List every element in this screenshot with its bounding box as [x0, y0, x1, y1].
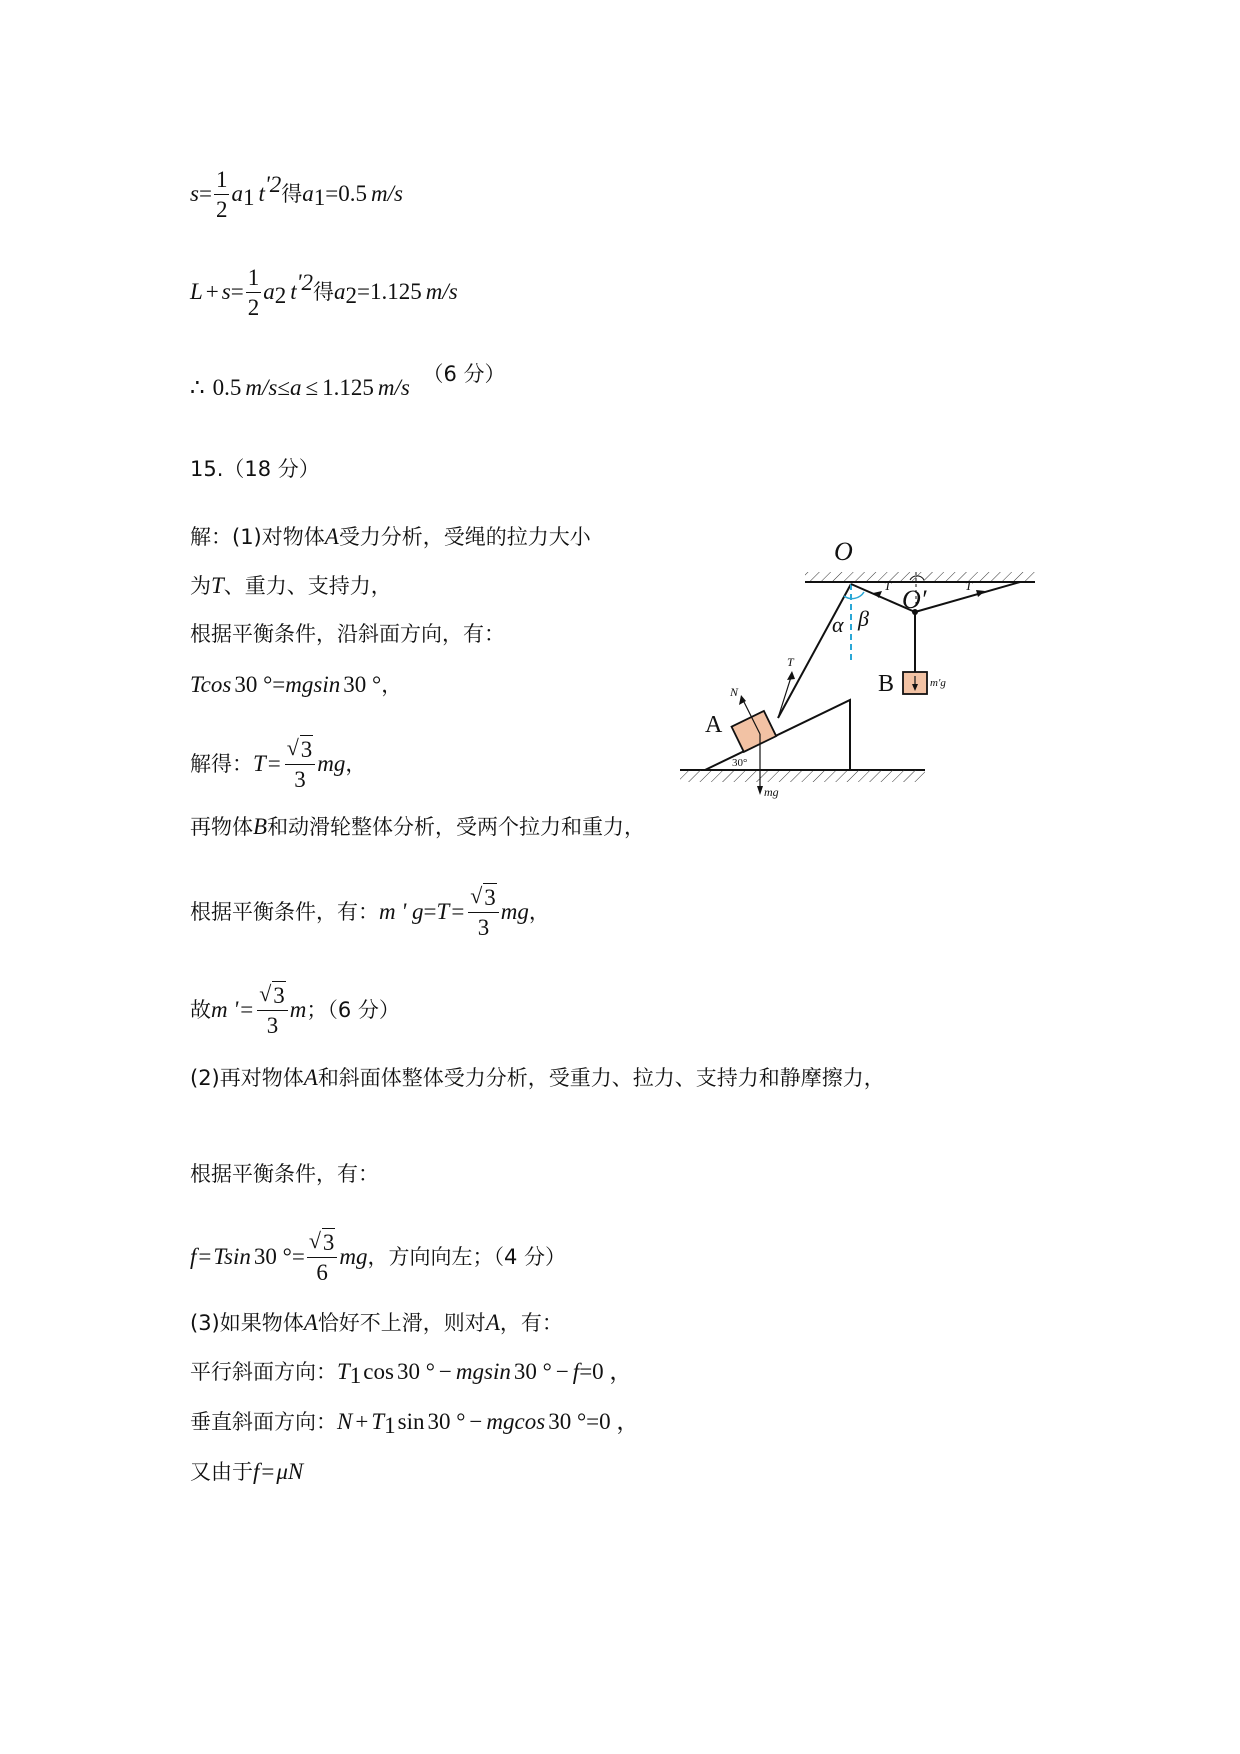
tension-arrowhead [787, 671, 795, 680]
fraction-sqrt3-over-3: √ 3 3 [468, 886, 499, 940]
solution-line-11: f=Tsin 30 °= √ 3 6 mg，方向向左；（4 分） [190, 1228, 567, 1286]
solution-line-15: 又由于f=μN [190, 1459, 304, 1484]
label-tension-left: T [884, 578, 892, 593]
solution-line-1: 解：(1)对物体A受力分析，受绳的拉力大小 [190, 524, 591, 549]
ceiling [805, 572, 1035, 582]
solution-line-9: (2)再对物体A和斜面体整体受力分析，受重力、拉力、支持力和静摩擦力， [190, 1065, 885, 1090]
block-a [732, 711, 777, 752]
label-30-degrees: 30° [732, 757, 748, 769]
ground [680, 770, 925, 782]
score-label: （6 分） [422, 362, 506, 386]
label-m-prime-g: m′g [930, 677, 946, 689]
solution-line-14: 垂直斜面方向：$N + T_1\sin$ 30 ° − mgcos 30 °=0 ， [190, 1409, 640, 1438]
solution-line-6: 再物体B和动滑轮整体分析，受两个拉力和重力， [190, 814, 646, 839]
fraction-sqrt3-over-3: √ 3 3 [257, 984, 288, 1038]
tension-right-arrowhead [976, 590, 985, 597]
solution-line-13: 平行斜面方向：$T_1\cos$ 30 ° − mgsin 30 ° − f=0 ， [190, 1359, 633, 1388]
label-tension-rope: T [787, 655, 794, 669]
solution-line-3: 根据平衡条件，沿斜面方向，有： [190, 622, 505, 646]
solution-line-10: 根据平衡条件，有： [190, 1162, 379, 1186]
formula-s-a1: s= $\frac{1}{2}$ $a_1$ $t^{'2}$得$a_1=0.5$ m/s [190, 167, 403, 223]
solution-line-12: (3)如果物体A恰好不上滑，则对A，有： [190, 1310, 563, 1335]
solution-line-2: 为T、重力、支持力， [190, 573, 392, 598]
fraction-sqrt3-over-6: √ 3 6 [307, 1231, 338, 1285]
question-header: 15.（18 分） [190, 457, 320, 481]
label-n: N [730, 685, 739, 699]
solution-line-5: 解得：T= √ 3 3 mg， [190, 735, 367, 793]
label-alpha: α [832, 612, 844, 637]
solution-line-4: Tcos 30 °=mgsin 30 °， [190, 672, 403, 697]
label-tension-right: T [965, 578, 973, 593]
label-o-prime: O′ [902, 585, 927, 614]
incline-wedge [705, 700, 850, 770]
physics-diagram [680, 530, 1040, 810]
label-o: O [834, 537, 853, 566]
rope-a-to-o [778, 584, 851, 718]
fraction-half: $\frac{1}{2}$ [247, 265, 260, 321]
label-b: B [878, 671, 895, 697]
label-mg: mg [764, 785, 779, 799]
fraction-half: $\frac{1}{2}$ [215, 167, 228, 223]
solution-line-7: 根据平衡条件，有：m ' g=T= √ 3 3 mg， [190, 883, 550, 941]
label-a: A [705, 712, 723, 738]
gravity-arrowhead [757, 786, 763, 795]
label-beta: β [858, 606, 869, 631]
formula-range-a: ∴ 0.5 m/s≤a ≤ 1.125 m/s （6 分） [190, 362, 506, 400]
fraction-sqrt3-over-3: √ 3 3 [285, 738, 316, 792]
formula-L-plus-s: L + s= $\frac{1}{2}$ $a_2$ $t^{'2}$得$a_2=1.125$ m/s [190, 265, 458, 321]
solution-line-8: 故m '= √ 3 3 m；（6 分） [190, 981, 400, 1039]
